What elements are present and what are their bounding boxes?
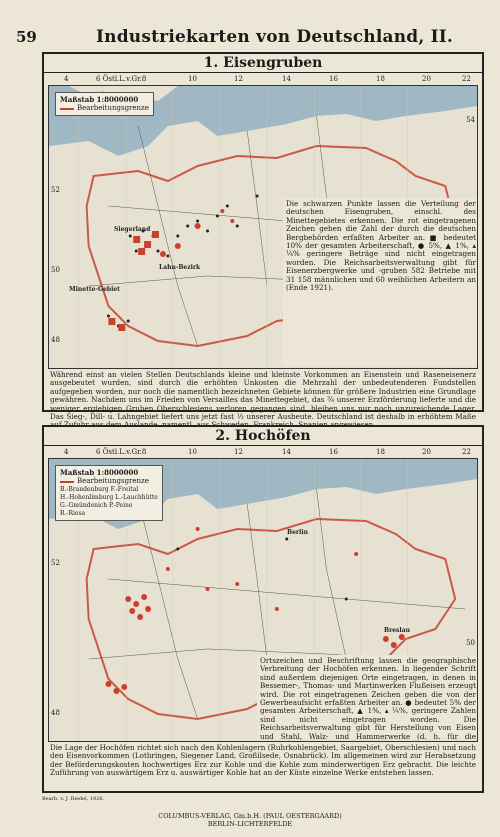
map-caption: Während einst an vielen Stellen Deutschlands kleine und kleinste Vorkommen an Eisenstein und Raseneisenerz ausgebeutet wurden, sind durch die erhöhten Unkosten die Mehrzahl der unbedeutenderen Fundstellen aufgegeben worden, nur noch die namentlich bezeichneten Gebiete können für größere Industrien eine Grundlage gewähren. Nachdem uns im Frieden von Versailles das Minettegebiet, das ¾ unserer Erzförderung lieferte und die weniger ergiebigen Gruben Oberschlesiens verloren gegangen sind, bleiben uns nur noch unzureichende Lager. Das Sieg-, Dill- u. Lahngebiet liefert uns jetzt fast ⅓ unserer Ausbeute. Deutschland ist deshalb in erhöhtem Maße [50, 370, 476, 422]
lon-label: 14 [282, 448, 291, 456]
lat-label: 54 [466, 116, 475, 124]
lon-label: 6 Östl.L.v.Gr.8 [96, 448, 147, 456]
lon-label: 10 [188, 448, 197, 456]
abbreviation: H.-Hohenlimburg L.-Lauchhütte [60, 494, 158, 501]
lat-label: 50 [51, 266, 60, 274]
map-panel-hochoefen [42, 425, 484, 793]
lon-label: 16 [329, 448, 338, 456]
map-explanation: Ortszeichen und Beschriftung lassen die geographische Verbreitung der Hochöfen erkennen. In liegender Schrift sind außerdem diejenigen Orte eingetragen, in denen in Bessemer-, Thomas- und Martinwerken Flußeisen erzeugt wird. Die rot eingetragenen Zeichen geben die von der Gewerbeaufsicht erfaßten Arbeiter an. ● bedeutet 5% der gesamten Arbeiterschaft, ▲ 1%, ▴ ¼%, geringere Zahlen sind nicht eingetragen worden. Die Reichsarbeitsverwaltung gibt für Herstellung von Eisen und Stahl, Walz- und Hammerwerke (d. h. für die [257, 655, 478, 739]
lon-label: 14 [282, 75, 291, 83]
publisher-city: BERLIN-LICHTERFELDE [207, 820, 293, 828]
place-label: Minette-Gebiet [69, 286, 120, 293]
lon-label: 16 [329, 75, 338, 83]
place-label: Lahn-Bezirk [159, 264, 201, 271]
lon-label: 18 [376, 75, 385, 83]
lon-label: 4 [64, 75, 69, 83]
lon-label: 12 [234, 448, 243, 456]
map-panel-eisengruben [42, 52, 484, 422]
map-eisengruben [48, 85, 478, 369]
lon-label: 6 Östl.L.v.Gr.8 [96, 75, 147, 83]
boundary-line-symbol [60, 108, 74, 110]
longitude-bar [44, 73, 482, 85]
lat-label: 52 [51, 186, 60, 194]
abbreviation: R.-Riesa [60, 510, 86, 517]
publisher-name: COLUMBUS-VERLAG, Gm.b.H. (PAUL OESTERGAARD) [158, 812, 342, 820]
boundary-line-label: Bearbeitungsgrenze [77, 477, 149, 485]
map-explanation: Die schwarzen Punkte lassen die Verteilung der deutschen Eisengruben, einschl. des Minettegebietes erkennen. Die rot eingetragenen Zeichen geben die Zahl der durch die deutschen Bergbehörden erfaßten Arbeiter an. ■ bedeutet 10% der gesamten Arbeiterschaft, ● 5%, ▲ 1%, ▴ ¼% geringere Beträge sind nicht eingetragen worden. Die Reichsarbeitsverwaltung gibt für Eisenerzbergwerke und -gruben 582 Betriebe mit 31 158 männlichen und 60 weiblichen Arbeitern an (Ende 1921). [283, 198, 478, 366]
map-title: 2. Hochöfen [44, 427, 482, 446]
place-label: Breslau [384, 627, 410, 634]
abbreviation: G.-Gmündenich P.-Peine [60, 502, 133, 509]
credit-note: Bearb. v. J. Riedel, 1926. [42, 796, 105, 802]
page-title: Industriekarten von Deutschland, II. [96, 27, 454, 47]
boundary-line-label: Bearbeitungsgrenze [77, 104, 149, 112]
lon-label: 10 [188, 75, 197, 83]
map-scale: Maßstab 1:8000000 [60, 468, 139, 477]
place-label: Siegerland [114, 226, 151, 233]
page-number: 59 [16, 28, 37, 46]
boundary-line-symbol [60, 481, 74, 483]
place-label: Berlin [287, 529, 308, 536]
publisher-footer [0, 812, 500, 828]
lon-label: 20 [422, 75, 431, 83]
lon-label: 22 [462, 448, 471, 456]
abbreviation: B.-Brandenburg F.-Freital [60, 486, 139, 493]
lon-label: 22 [462, 75, 471, 83]
lat-label: 50 [466, 639, 475, 647]
lon-label: 20 [422, 448, 431, 456]
map-title: 1. Eisengruben [44, 54, 482, 73]
map-caption: Die Lage der Hochöfen richtet sich nach den Kohlenlagern (Ruhrkohlengebiet, Saargebiet, Oberschlesien) und nach den Eisenvorkommen (Lothringen, Siegener Land, Großilsede, Osnabrück). Im allgemeinen wird zur Herabsetzung der Beförderungskosten hochwertiges Erz zur Kohle und die Kohle zum minderwertigen Erz gebracht. Die leichte Zuführung von auswärtigem Erz u. auswärtiger Kohle hat an der Küste einzelne Werke entstehen lassen. [50, 743, 476, 778]
lon-label: 4 [64, 448, 69, 456]
lat-label: 48 [51, 336, 60, 344]
lon-label: 18 [376, 448, 385, 456]
lat-label: 52 [51, 559, 60, 567]
map-legend [55, 92, 154, 116]
map-legend [55, 465, 163, 521]
map-scale: Maßstab 1:8000000 [60, 95, 139, 104]
map-hochoefen [48, 458, 478, 742]
lat-label: 48 [51, 709, 60, 717]
lon-label: 12 [234, 75, 243, 83]
longitude-bar [44, 446, 482, 458]
